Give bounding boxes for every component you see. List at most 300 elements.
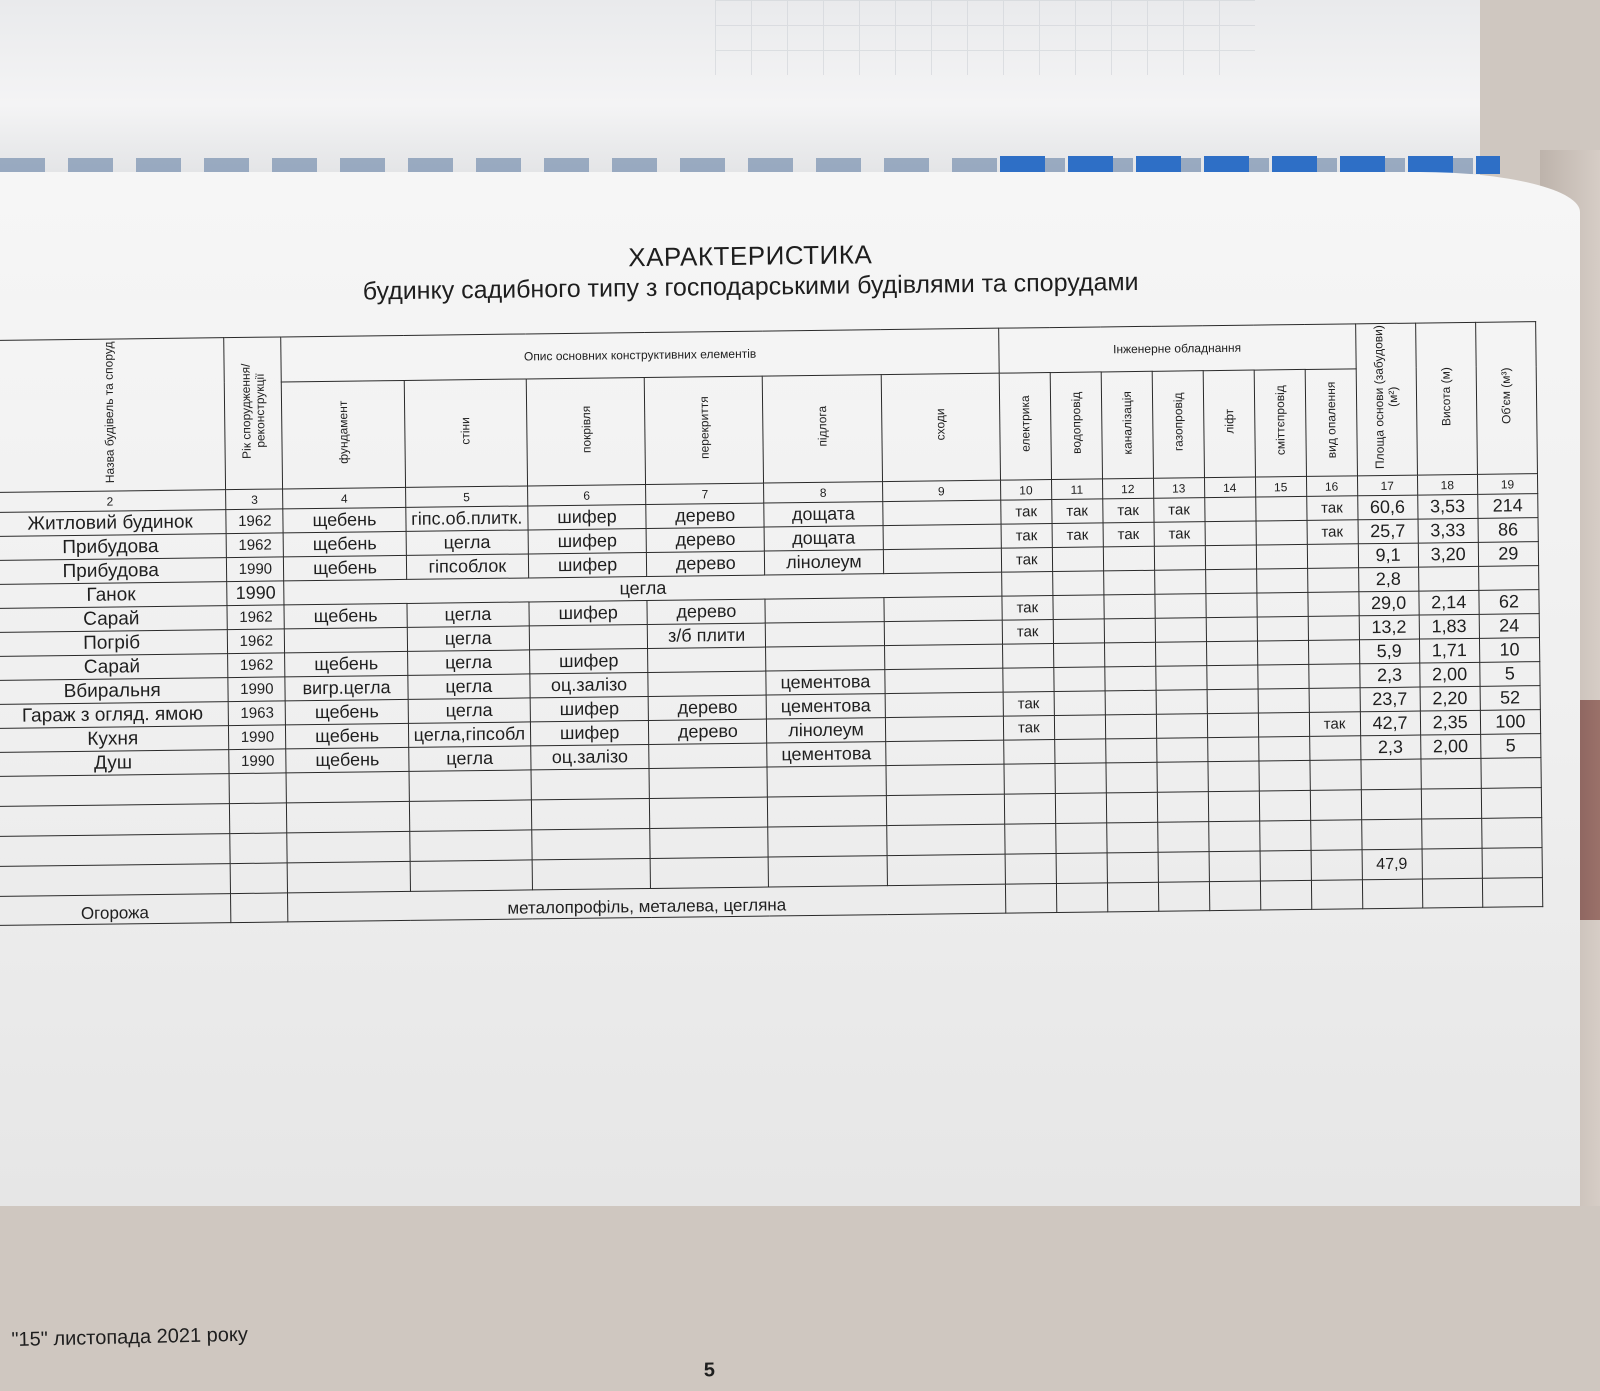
blank-cell — [229, 773, 286, 804]
table-cell: оц.залізо — [531, 744, 649, 769]
table-cell: дерево — [646, 527, 764, 552]
table-cell: дощата — [764, 502, 882, 527]
table-cell — [1052, 547, 1103, 572]
blank-cell — [1005, 854, 1056, 885]
table-cell: так — [1153, 498, 1204, 523]
blank-cell — [287, 831, 410, 862]
table-cell — [1206, 593, 1257, 618]
header-volume: Об'єм (м³) — [1475, 322, 1537, 475]
table-cell: щебень — [286, 723, 409, 748]
page-number: 5 — [703, 1359, 716, 1382]
table-cell: так — [1102, 498, 1153, 523]
fence-cell — [1056, 883, 1107, 913]
table-cell — [884, 620, 1003, 645]
table-cell — [1309, 736, 1360, 761]
table-cell: шифер — [528, 529, 646, 554]
table-cell — [1155, 642, 1206, 667]
table-cell: 5 — [1480, 734, 1541, 759]
column-number: 3 — [226, 489, 283, 510]
table-cell: 1962 — [228, 629, 285, 654]
column-number: 6 — [528, 485, 646, 506]
column-number: 14 — [1204, 477, 1255, 498]
table-cell: 62 — [1479, 590, 1540, 615]
fence-cell — [1260, 880, 1311, 910]
fence-cell — [1158, 882, 1209, 912]
building-name: Душ — [0, 750, 229, 777]
blank-cell — [0, 774, 230, 807]
table-cell — [1256, 568, 1307, 593]
table-cell — [1156, 714, 1207, 739]
table-cell — [1003, 668, 1054, 693]
table-cell: шифер — [529, 600, 647, 625]
header-height: Висота (м) — [1415, 322, 1477, 475]
blank-cell — [1106, 822, 1157, 853]
table-cell — [648, 647, 766, 672]
header-engineering-2: каналізація — [1101, 371, 1153, 479]
table-cell: так — [1001, 500, 1052, 525]
building-name: Вбиральня — [0, 678, 229, 705]
table-cell: цегла — [408, 698, 531, 723]
blank-cell — [1157, 762, 1208, 793]
column-number: 9 — [882, 480, 1000, 501]
blank-cell — [532, 858, 651, 889]
table-cell: шифер — [528, 553, 646, 578]
table-cell — [1206, 641, 1257, 666]
table-cell: шифер — [528, 505, 646, 530]
table-cell: 1,83 — [1419, 614, 1479, 639]
table-cell — [1103, 546, 1154, 571]
blank-cell — [1481, 818, 1542, 849]
blank-cell — [650, 857, 769, 888]
table-cell: так — [1052, 523, 1103, 548]
blank-cell — [1361, 789, 1421, 820]
blank-cell — [1481, 758, 1542, 789]
table-cell: цегла,гіпсобл — [408, 722, 531, 747]
blank-cell — [230, 833, 287, 864]
column-number: 5 — [405, 486, 528, 507]
blank-cell — [1208, 761, 1259, 792]
table-cell: 29,0 — [1358, 591, 1418, 616]
table-cell — [1258, 712, 1309, 737]
table-cell: дерево — [646, 503, 764, 528]
table-cell — [1104, 594, 1155, 619]
blank-cell — [886, 764, 1005, 795]
table-cell — [1054, 715, 1105, 740]
table-cell — [1257, 640, 1308, 665]
table-cell: 1962 — [226, 509, 283, 534]
header-engineering-0: електрика — [999, 372, 1051, 480]
header-engineering-6: вид опалення — [1305, 369, 1357, 477]
blank-cell — [768, 856, 887, 887]
blank-cell — [1361, 819, 1421, 850]
table-cell: цегла — [407, 602, 530, 627]
table-cell: 1,71 — [1419, 638, 1479, 663]
table-cell: 2,20 — [1420, 686, 1480, 711]
table-cell — [1052, 571, 1103, 596]
table-cell — [1105, 738, 1156, 763]
blank-cell — [1209, 851, 1260, 882]
table-cell: цементова — [766, 694, 884, 719]
table-cell: 3,20 — [1418, 542, 1478, 567]
table-cell — [1054, 667, 1105, 692]
table-cell — [1257, 616, 1308, 641]
area-total: 47,9 — [1362, 849, 1422, 880]
cell-year: 1990 — [227, 581, 284, 606]
blank-cell — [1157, 792, 1208, 823]
blank-cell — [288, 861, 411, 892]
blank-cell — [1208, 791, 1259, 822]
table-cell: 2,3 — [1359, 663, 1419, 688]
table-cell: гіпс.об.плитк. — [405, 506, 528, 531]
column-number: 15 — [1255, 476, 1306, 497]
fence-cell — [1005, 884, 1056, 914]
table-cell — [884, 668, 1003, 693]
table-cell: 2,00 — [1419, 662, 1479, 687]
blank-cell — [410, 860, 533, 891]
table-cell: 1990 — [229, 725, 286, 750]
table-cell: щебень — [286, 699, 409, 724]
header-engineering-4: ліфт — [1203, 370, 1255, 478]
table-cell: 25,7 — [1358, 519, 1418, 544]
blank-cell — [887, 854, 1006, 885]
table-cell: так — [1003, 716, 1054, 741]
column-number: 8 — [764, 482, 882, 503]
table-cell — [1478, 566, 1539, 591]
table-cell — [1001, 572, 1052, 597]
table-cell: 2,14 — [1419, 590, 1479, 615]
table-cell — [1418, 566, 1478, 591]
table-cell: дерево — [647, 551, 765, 576]
table-cell — [1256, 520, 1307, 545]
table-cell: 29 — [1478, 542, 1539, 567]
table-cell: щебень — [283, 507, 406, 532]
blank-cell — [1259, 790, 1310, 821]
blank-cell — [1004, 794, 1055, 825]
blank-cell — [286, 771, 409, 802]
building-name: Ганок — [0, 582, 227, 609]
header-construction-0: фундамент — [282, 380, 406, 489]
table-cell — [1308, 640, 1359, 665]
table-cell — [1204, 497, 1255, 522]
table-cell — [1258, 688, 1309, 713]
table-cell: цегла — [406, 530, 529, 555]
table-cell: вигр.цегла — [285, 675, 408, 700]
header-construction-2: покрівля — [526, 377, 646, 486]
table-cell: цегла — [408, 674, 531, 699]
table-cell — [1256, 592, 1307, 617]
table-cell: 2,00 — [1420, 734, 1480, 759]
table-cell — [884, 596, 1003, 621]
column-number: 2 — [0, 490, 226, 513]
table-cell: щебень — [284, 531, 407, 556]
column-number: 7 — [646, 483, 764, 504]
table-cell: так — [1002, 596, 1053, 621]
table-cell: так — [1309, 712, 1360, 737]
table-cell — [883, 548, 1002, 573]
header-engineering-3: газопровід — [1152, 370, 1204, 478]
table-cell: гіпсоблок — [406, 554, 529, 579]
table-cell — [649, 743, 767, 768]
table-cell: з/б плити — [647, 623, 765, 648]
table-cell — [1308, 616, 1359, 641]
table-cell: 60,6 — [1357, 495, 1417, 520]
table-cell — [529, 624, 647, 649]
header-engineering-group: Інженерне обладнання — [998, 324, 1355, 373]
fence-year — [231, 893, 288, 923]
blank-cell — [1309, 760, 1360, 791]
characteristics-table — [0, 321, 1543, 926]
blank-cell — [1106, 762, 1157, 793]
fence-description: металопрофіль, металева, цегляна — [288, 884, 1006, 922]
blank-cell — [1107, 852, 1158, 883]
table-cell — [1207, 737, 1258, 762]
table-cell — [1053, 643, 1104, 668]
fence-cell — [1311, 880, 1362, 910]
table-cell: 5 — [1480, 662, 1541, 687]
building-name: Кухня — [0, 726, 229, 753]
column-number: 19 — [1477, 474, 1537, 495]
blank-cell — [1055, 763, 1106, 794]
building-name: Житловий будинок — [0, 510, 226, 537]
table-cell — [1054, 739, 1105, 764]
table-cell: так — [1002, 620, 1053, 645]
table-cell: 1990 — [229, 749, 286, 774]
table-cell — [884, 644, 1003, 669]
table-cell: 86 — [1478, 518, 1539, 543]
blank-cell — [409, 770, 532, 801]
blank-cell — [1311, 850, 1362, 881]
table-cell — [1207, 689, 1258, 714]
binder-cover — [0, 0, 1480, 175]
blank-cell — [0, 804, 230, 837]
table-cell — [883, 524, 1002, 549]
building-name: Гараж з огляд. ямою — [0, 702, 229, 729]
table-cell — [885, 740, 1004, 765]
blank-cell — [1260, 850, 1311, 881]
blank-cell — [886, 794, 1005, 825]
blank-cell — [230, 863, 287, 894]
document-title: ХАРАКТЕРИСТИКА — [628, 239, 873, 273]
table-cell: так — [1154, 522, 1205, 547]
table-cell: шифер — [530, 720, 648, 745]
blank-cell — [1310, 790, 1361, 821]
blank-cell — [531, 798, 650, 829]
header-construction-1: стіни — [404, 379, 528, 488]
table-cell: 5,9 — [1359, 639, 1419, 664]
blank-cell — [1055, 823, 1106, 854]
column-number: 10 — [1000, 480, 1051, 501]
table-cell — [1105, 714, 1156, 739]
table-cell: щебень — [286, 747, 409, 772]
blank-cell — [1259, 760, 1310, 791]
blank-cell — [1259, 820, 1310, 851]
table-cell — [885, 716, 1004, 741]
table-cell: так — [1307, 520, 1358, 545]
blank-cell — [1004, 764, 1055, 795]
table-cell: 10 — [1479, 638, 1540, 663]
blank-cell — [649, 767, 768, 798]
table-cell: 3,33 — [1418, 518, 1478, 543]
table-cell — [1256, 544, 1307, 569]
table-cell: 214 — [1477, 494, 1538, 519]
document-date: "15" листопада 2021 року — [11, 1323, 249, 1352]
fence-cell — [1209, 881, 1260, 911]
fence-cell — [1482, 878, 1543, 908]
table-cell: 9,1 — [1358, 543, 1418, 568]
header-area: Площа основи (забудови) (м²) — [1355, 323, 1417, 476]
blank-cell — [287, 801, 410, 832]
table-cell: так — [1052, 499, 1103, 524]
table-cell: 42,7 — [1360, 711, 1420, 736]
table-cell — [1206, 665, 1257, 690]
blank-cell — [1106, 792, 1157, 823]
blank-cell — [1208, 821, 1259, 852]
binder-grid — [715, 0, 1255, 75]
table-cell — [1309, 688, 1360, 713]
blank-cell — [650, 797, 769, 828]
header-construction-3: перекриття — [644, 376, 764, 485]
table-cell — [1155, 666, 1206, 691]
blank-cell — [1157, 822, 1208, 853]
table-cell: 1963 — [229, 701, 286, 726]
table-cell — [885, 692, 1004, 717]
table-cell — [1206, 617, 1257, 642]
table-cell — [1105, 690, 1156, 715]
table-cell: 1962 — [228, 653, 285, 678]
cell-span-material: цегла — [284, 572, 1002, 605]
blank-cell — [1481, 788, 1542, 819]
table-cell — [1154, 570, 1205, 595]
column-number: 17 — [1357, 475, 1417, 496]
blank-cell — [1310, 820, 1361, 851]
blank-cell — [1360, 759, 1420, 790]
blank-cell — [767, 766, 886, 797]
fence-cell — [1362, 879, 1422, 909]
table-cell: 2,3 — [1360, 735, 1420, 760]
table-cell — [1205, 521, 1256, 546]
fence-cell — [1422, 878, 1482, 908]
blank-cell — [886, 824, 1005, 855]
table-cell: 1990 — [227, 557, 284, 582]
table-cell — [1002, 644, 1053, 669]
header-engineering-1: водопровід — [1050, 372, 1102, 480]
table-body — [0, 494, 1543, 926]
blank-cell — [230, 803, 287, 834]
column-number: 11 — [1051, 479, 1102, 500]
building-name: Прибудова — [0, 534, 227, 561]
building-name: Сарай — [0, 654, 228, 681]
table-cell — [1257, 664, 1308, 689]
table-cell — [1155, 618, 1206, 643]
table-cell — [1053, 595, 1104, 620]
table-cell: оц.залізо — [530, 672, 648, 697]
table-cell — [1003, 740, 1054, 765]
blank-cell — [1055, 793, 1106, 824]
building-name: Сарай — [0, 606, 228, 633]
fence-name: Огорожа — [0, 894, 231, 926]
table-cell — [1255, 496, 1306, 521]
table-cell: 100 — [1480, 710, 1541, 735]
header-construction-group: Опис основних конструктивних елементів — [281, 328, 999, 382]
blank-cell — [0, 864, 231, 897]
table-cell: 2,8 — [1358, 567, 1418, 592]
table-cell: так — [1306, 496, 1357, 521]
blank-cell — [768, 796, 887, 827]
table-cell — [1104, 642, 1155, 667]
table-cell — [1207, 713, 1258, 738]
column-number: 4 — [283, 487, 406, 508]
table-cell: 2,35 — [1420, 710, 1480, 735]
table-cell — [648, 671, 766, 696]
table-cell: цегла — [408, 746, 531, 771]
blank-cell — [1421, 758, 1481, 789]
table-cell: 1962 — [226, 533, 283, 558]
blank-cell — [1056, 853, 1107, 884]
column-number: 16 — [1306, 476, 1357, 497]
table-cell — [1205, 569, 1256, 594]
header-engineering-5: сміттєпровід — [1254, 369, 1306, 477]
blank-cell — [409, 800, 532, 831]
table-cell: 3,53 — [1417, 494, 1477, 519]
table-cell — [1155, 594, 1206, 619]
table-cell — [285, 627, 408, 652]
table-cell: 23,7 — [1360, 687, 1420, 712]
blank-cell — [409, 830, 532, 861]
column-number: 13 — [1153, 478, 1204, 499]
table-cell — [1054, 691, 1105, 716]
table-cell — [765, 598, 883, 623]
blank-cell — [1422, 848, 1482, 879]
table-cell: лінолеум — [767, 718, 885, 743]
table-cell: щебень — [284, 603, 407, 628]
table-cell: 1990 — [228, 677, 285, 702]
table-cell: 13,2 — [1359, 615, 1419, 640]
table-cell: 1962 — [227, 605, 284, 630]
document-subtitle: будинку садибного типу з господарськими будівлями та спорудами — [362, 267, 1139, 306]
table-cell: цементова — [766, 670, 884, 695]
table-cell: щебень — [284, 555, 407, 580]
table-cell: лінолеум — [765, 550, 883, 575]
blank-cell — [0, 834, 230, 867]
table-cell — [1308, 664, 1359, 689]
table-cell: шифер — [530, 696, 648, 721]
table-cell — [1258, 736, 1309, 761]
blank-cell — [532, 828, 651, 859]
header-construction-4: підлога — [763, 374, 883, 483]
table-cell — [1156, 690, 1207, 715]
table-cell: дерево — [649, 719, 767, 744]
table-cell: цегла — [407, 650, 530, 675]
blank-cell — [768, 826, 887, 857]
building-name: Прибудова — [0, 558, 227, 585]
header-name: Назва будівель та споруд — [0, 338, 226, 493]
table-cell: так — [1103, 522, 1154, 547]
table-cell: так — [1003, 692, 1054, 717]
table-cell: цементова — [767, 742, 885, 767]
table-cell: так — [1001, 524, 1052, 549]
table-cell — [766, 622, 884, 647]
header-construction-5: сходи — [881, 373, 1001, 482]
table-cell — [1307, 568, 1358, 593]
blank-cell — [1421, 818, 1481, 849]
table-cell: 52 — [1480, 686, 1541, 711]
table-cell — [1307, 544, 1358, 569]
column-number: 18 — [1417, 474, 1477, 495]
table-cell — [1154, 546, 1205, 571]
table-cell: дощата — [764, 526, 882, 551]
building-name: Погріб — [0, 630, 228, 657]
table-cell — [1053, 619, 1104, 644]
